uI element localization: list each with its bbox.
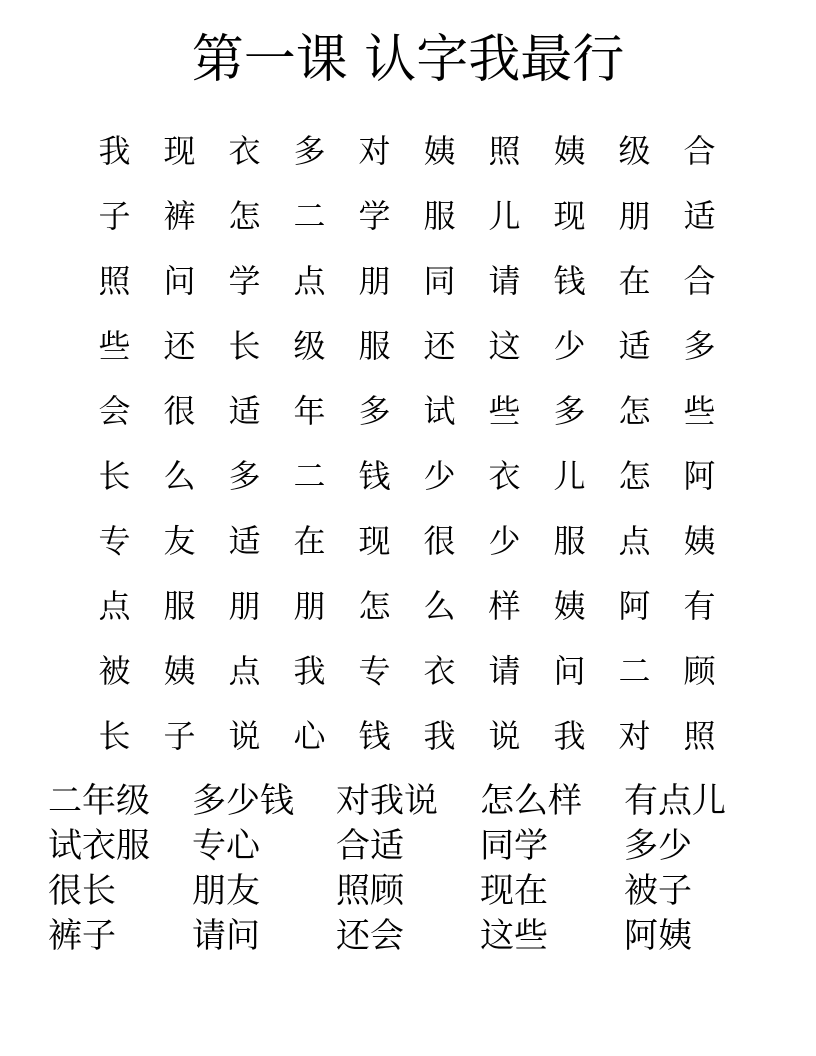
- character-cell: 很: [423, 521, 456, 560]
- character-cell: 适: [228, 391, 261, 430]
- word-item: 试衣服: [48, 825, 150, 866]
- character-cell: 问: [553, 651, 586, 690]
- character-cell: 少: [488, 521, 521, 560]
- character-cell: 少: [553, 326, 586, 365]
- character-cell: 级: [618, 131, 651, 170]
- character-cell: 服: [163, 586, 196, 625]
- character-cell: 说: [488, 716, 521, 755]
- character-cell: 怎: [358, 586, 391, 625]
- character-cell: 钱: [358, 456, 391, 495]
- character-cell: 现: [553, 196, 586, 235]
- word-item: 被子: [624, 870, 692, 911]
- word-item: 合适: [336, 825, 404, 866]
- character-cell: 服: [423, 196, 456, 235]
- character-cell: 点: [228, 651, 261, 690]
- character-cell: 姨: [163, 651, 196, 690]
- character-cell: 在: [293, 521, 326, 560]
- character-cell: 对: [618, 716, 651, 755]
- character-cell: 姨: [553, 586, 586, 625]
- character-cell: 样: [488, 586, 521, 625]
- character-cell: 多: [553, 391, 586, 430]
- character-cell: 我: [553, 716, 586, 755]
- character-cell: 我: [423, 716, 456, 755]
- character-cell: 对: [358, 131, 391, 170]
- character-cell: 说: [228, 716, 261, 755]
- character-cell: 么: [163, 456, 196, 495]
- character-cell: 阿: [683, 456, 716, 495]
- character-cell: 朋: [618, 196, 651, 235]
- character-cell: 儿: [488, 196, 521, 235]
- character-cell: 么: [423, 586, 456, 625]
- word-item: 同学: [480, 825, 548, 866]
- character-cell: 长: [228, 326, 261, 365]
- character-cell: 点: [618, 521, 651, 560]
- character-cell: 请: [488, 651, 521, 690]
- character-cell: 怎: [618, 391, 651, 430]
- character-cell: 合: [683, 131, 716, 170]
- character-cell: 照: [683, 716, 716, 755]
- word-item: 现在: [480, 870, 548, 911]
- word-item: 请问: [192, 915, 260, 956]
- character-cell: 姨: [683, 521, 716, 560]
- character-cell: 现: [358, 521, 391, 560]
- character-cell: 照: [488, 131, 521, 170]
- word-item: 阿姨: [624, 915, 692, 956]
- character-cell: 点: [98, 586, 131, 625]
- word-item: 对我说: [336, 780, 438, 821]
- character-cell: 还: [163, 326, 196, 365]
- word-item: 这些: [480, 915, 548, 956]
- word-item: 朋友: [192, 870, 260, 911]
- character-cell: 我: [293, 651, 326, 690]
- character-cell: 多: [358, 391, 391, 430]
- character-cell: 会: [98, 391, 131, 430]
- character-cell: 些: [98, 326, 131, 365]
- character-cell: 级: [293, 326, 326, 365]
- character-cell: 姨: [423, 131, 456, 170]
- character-cell: 多: [293, 131, 326, 170]
- character-cell: 阿: [618, 586, 651, 625]
- word-item: 怎么样: [480, 780, 582, 821]
- character-cell: 在: [618, 261, 651, 300]
- character-cell: 还: [423, 326, 456, 365]
- character-cell: 学: [228, 261, 261, 300]
- character-cell: 朋: [228, 586, 261, 625]
- character-cell: 我: [98, 131, 131, 170]
- word-item: 照顾: [336, 870, 404, 911]
- character-cell: 照: [98, 261, 131, 300]
- character-cell: 衣: [228, 131, 261, 170]
- character-cell: 专: [358, 651, 391, 690]
- character-cell: 请: [488, 261, 521, 300]
- character-cell: 专: [98, 521, 131, 560]
- character-cell: 长: [98, 456, 131, 495]
- character-cell: 顾: [683, 651, 716, 690]
- character-cell: 二: [618, 651, 651, 690]
- character-cell: 子: [163, 716, 196, 755]
- word-item: 二年级: [48, 780, 150, 821]
- character-cell: 现: [163, 131, 196, 170]
- word-item: 专心: [192, 825, 260, 866]
- page-title: 第一课 认字我最行: [191, 30, 625, 90]
- character-cell: 裤: [163, 196, 196, 235]
- character-cell: 友: [163, 521, 196, 560]
- word-list: [48, 778, 768, 958]
- character-cell: 服: [358, 326, 391, 365]
- character-cell: 有: [683, 586, 716, 625]
- word-item: 有点儿: [624, 780, 726, 821]
- character-grid: [82, 118, 732, 768]
- character-cell: 适: [228, 521, 261, 560]
- word-item: 裤子: [48, 915, 116, 956]
- character-cell: 很: [163, 391, 196, 430]
- character-cell: 适: [618, 326, 651, 365]
- character-cell: 少: [423, 456, 456, 495]
- character-cell: 钱: [553, 261, 586, 300]
- character-cell: 点: [293, 261, 326, 300]
- character-cell: 心: [293, 716, 326, 755]
- character-cell: 问: [163, 261, 196, 300]
- character-cell: 试: [423, 391, 456, 430]
- character-cell: 年: [293, 391, 326, 430]
- character-cell: 这: [488, 326, 521, 365]
- character-cell: 朋: [293, 586, 326, 625]
- character-cell: 多: [683, 326, 716, 365]
- character-cell: 姨: [553, 131, 586, 170]
- character-cell: 朋: [358, 261, 391, 300]
- character-cell: 子: [98, 196, 131, 235]
- word-item: 很长: [48, 870, 116, 911]
- character-cell: 被: [98, 651, 131, 690]
- character-cell: 钱: [358, 716, 391, 755]
- character-cell: 些: [683, 391, 716, 430]
- word-item: 多少: [624, 825, 692, 866]
- character-cell: 些: [488, 391, 521, 430]
- character-cell: 合: [683, 261, 716, 300]
- character-cell: 适: [683, 196, 716, 235]
- character-cell: 学: [358, 196, 391, 235]
- character-cell: 多: [228, 456, 261, 495]
- character-cell: 怎: [228, 196, 261, 235]
- character-cell: 同: [423, 261, 456, 300]
- character-cell: 儿: [553, 456, 586, 495]
- character-cell: 怎: [618, 456, 651, 495]
- word-item: 多少钱: [192, 780, 294, 821]
- character-cell: 服: [553, 521, 586, 560]
- character-cell: 二: [293, 196, 326, 235]
- character-cell: 二: [293, 456, 326, 495]
- character-cell: 衣: [488, 456, 521, 495]
- character-cell: 长: [98, 716, 131, 755]
- character-cell: 衣: [423, 651, 456, 690]
- word-item: 还会: [336, 915, 404, 956]
